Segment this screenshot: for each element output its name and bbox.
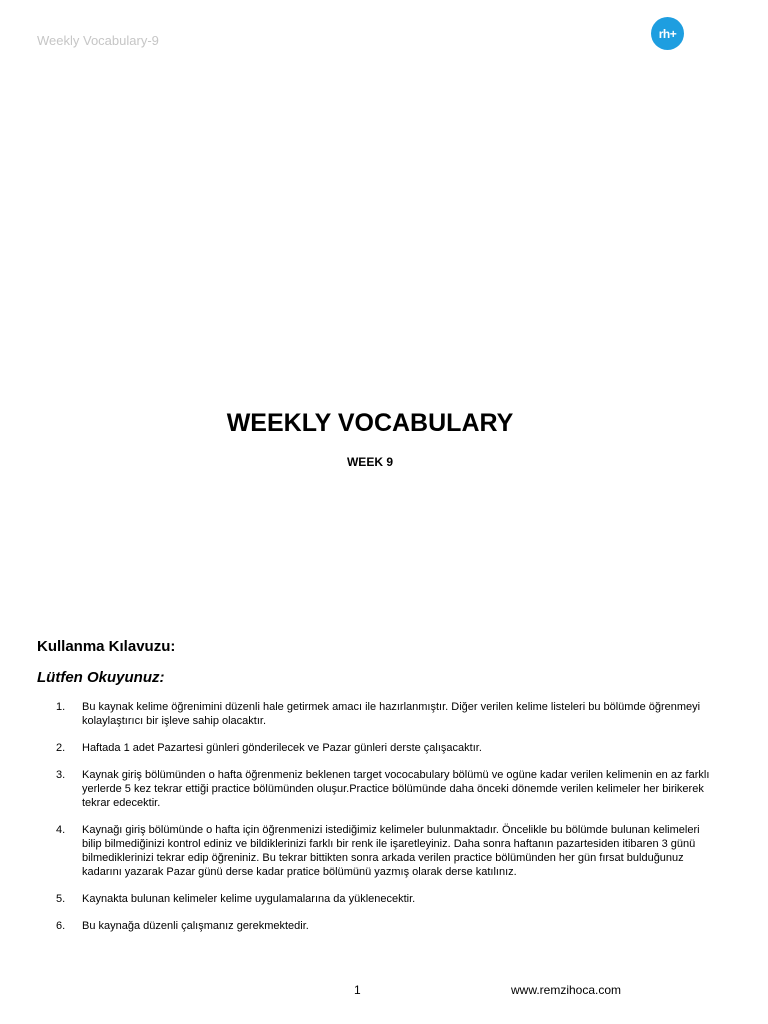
- list-item-number: 5.: [56, 893, 66, 905]
- list-item-text: Kaynakta bulunan kelimeler kelime uygulamalarına da yüklenecektir.: [82, 893, 416, 905]
- list-item-number: 2.: [56, 742, 66, 754]
- list-item-text: Kaynağı giriş bölümünde o hafta için öğrenmenizi istediğimiz kelimeler bulunmaktadır. Öncelikle bu bölümde bulunan kelimeleri bilip bilmediğinizi kontrol ediniz ve bildiklerinizi farklı bir renk ile işaretleyiniz. Daha sonra haftanın pazartesiden itibaren 3 günü bilmediklerinizi tekrar edip öğreniniz. Bu tekrar bittikten sonra arkada verilen practice bölümünden her gün fırsat bulduğunuz kadarını yazarak Pazar günü derse kadar pratice bölümünü yazmış olarak derse katılınız.: [82, 824, 700, 878]
- document-subtitle: WEEK 9: [346, 455, 393, 469]
- list-item: [56, 823, 716, 879]
- list-item-number: 4.: [56, 824, 66, 836]
- list-item: [56, 700, 716, 728]
- list-item: [56, 741, 716, 755]
- read-heading: Lütfen Okuyunuz:: [37, 669, 165, 686]
- website-footer: www.remzihoca.com: [511, 983, 622, 997]
- document-title: WEEKLY VOCABULARY: [226, 409, 514, 437]
- list-item-text: Bu kaynak kelime öğrenimini düzenli hale getirmek amacı ile hazırlanmıştır. Diğer verilen kelime listeleri bu bölümde öğrenmeyi kolaylaştırıcı bir işleve sahip olacaktır.: [82, 701, 701, 727]
- instructions-list: [56, 700, 716, 946]
- list-item-text: Haftada 1 adet Pazartesi günleri gönderilecek ve Pazar günleri derste çalışacaktır.: [82, 742, 482, 754]
- page-number: 1: [354, 983, 361, 997]
- brand-logo: rh+: [651, 17, 684, 50]
- list-item-number: 6.: [56, 920, 66, 932]
- list-item-text: Kaynak giriş bölümünden o hafta öğrenmeniz beklenen target vococabulary bölümü ve ogüne kadar verilen kelimenin en az farklı yerlerde 5 kez tekrar ettiği practice bölümünden oluşur.Practice bölümünde daha önceki dönemde verilen kelimeler her birikerek tekrar edecektir.: [82, 769, 710, 809]
- list-item-text: Bu kaynağa düzenli çalışmanız gerekmektedir.: [82, 920, 309, 932]
- guide-heading: Kullanma Kılavuzu:: [37, 638, 176, 655]
- list-item: [56, 768, 716, 810]
- list-item-number: 3.: [56, 769, 66, 781]
- list-item: [56, 919, 716, 933]
- list-item: [56, 892, 716, 906]
- list-item-number: 1.: [56, 701, 66, 713]
- running-header: Weekly Vocabulary-9: [37, 33, 159, 48]
